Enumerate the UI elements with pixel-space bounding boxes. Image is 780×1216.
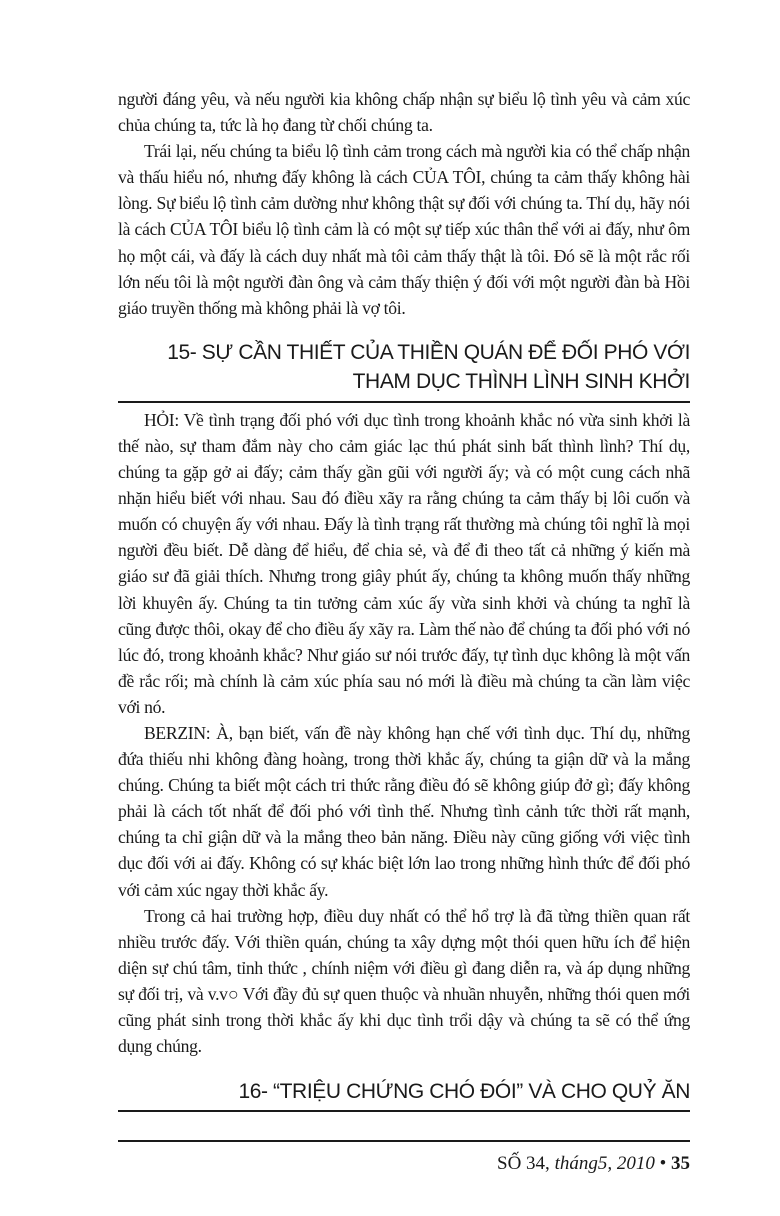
issue-label: SỐ 34, [497, 1153, 555, 1175]
paragraph-answer: BERZIN: À, bạn biết, vấn đề này không hạn chế với tình dục. Thí dụ, những đứa thiếu nhi không đàng hoàng, trong thời khắc ấy, chúng ta giận dữ và la mắng chúng. Chúng ta biết một cách tri thức rằng điều đó sẽ không giúp đở gì; đấy không phải là cách tốt nhất để đối phó với tình thế. Nhưng tình cảnh tức thời rất mạnh, chúng ta chỉ giận dữ và la mắng theo bản năng. Điều này cũng giống với việc tình dục đối với ai đấy. Không có sự khác biệt lớn lao trong những hình thức để đối phó với cảm xúc ngay thời khắc ấy. [118, 722, 690, 900]
section-16-heading: 16- “TRIỆU CHỨNG CHÓ ĐÓI” VÀ CHO QUỶ ĂN [238, 1080, 690, 1104]
bullet-separator: • [654, 1153, 671, 1175]
section-15-heading-line2: THAM DỤC THÌNH LÌNH SINH KHỞI [352, 369, 690, 393]
section-15-heading [118, 338, 690, 396]
page-body [118, 0, 690, 1216]
footer-rule [118, 1140, 690, 1142]
paragraph: Trong cả hai trường hợp, điều duy nhất có thể hổ trợ là đã từng thiền quan rất nhiều trước đấy. Với thiền quán, chúng ta xây dựng một thói quen hữu ích để hiện diện sự chú tâm, tỉnh thức , chính niệm với điều gì đang diễn ra, và áp dụng những sự đối trị, và v.v○ Với đầy đủ sự quen thuộc và nhuần nhuyễn, những thói quen mới cũng phát sinh trong thời khắc ấy khi dục tình trổi dậy và chúng ta sẽ có thể ứng dụng chúng. [118, 905, 690, 1057]
paragraph-continuation: người đáng yêu, và nếu người kia không chấp nhận sự biểu lộ tình yêu và cảm xúc chủa chúng ta, tức là họ đang từ chối chúng ta. [118, 89, 690, 136]
paragraph: Trái lại, nếu chúng ta biểu lộ tình cảm trong cách mà người kia có thể chấp nhận và thấu hiểu nó, nhưng đấy không là cách CỦA TÔI, chúng ta cảm thấy không hài lòng. Sự biểu lộ tình cảm dường như không thật sự đối với chúng ta. Thí dụ, hãy nói là cách CỦA TÔI biểu lộ tình cảm là có một sự tiếp xúc thân thể với ai đấy, như ôm họ một cái, và đấy là cách duy nhất mà tôi cảm thấy thật là tôi. Đó sẽ là một rắc rối lớn nếu tôi là một người đàn ông và cảm thấy thiện ý đối với một người đàn bà Hồi giáo truyền thống mà không phải là vợ tôi. [118, 141, 690, 318]
page-footer [118, 1152, 690, 1176]
issue-date: tháng5, 2010 [554, 1153, 655, 1175]
paragraph-question: HỎI: Về tình trạng đối phó với dục tình trong khoảnh khắc nó vừa sinh khởi là thế nào, sự tham đắm này cho cảm giác lạc thú phát sinh bất thình lình? Thí dụ, chúng ta gặp gở ai đấy; cảm thấy gần gũi với người ấy; và có một cung cách nhã nhặn hiểu biết với nhau. Sau đó điều xãy ra rằng chúng ta cảm thấy bị lôi cuốn và muốn có chuyện ấy với nhau. Đấy là tình trạng rất thường mà chúng tôi nghĩ là mọi người đều biết. Dễ dàng để hiểu, để chia sẻ, và để đi theo tất cả những ý kiến mà giáo sư đã giải thích. Nhưng trong giây phút ấy, chúng ta không muốn thấy những lời khuyên ấy. Chúng ta tin tưởng cảm xúc ấy vừa sinh khởi và chúng ta nghĩ là cũng được thôi, okay để cho điều ấy xãy ra. Làm thế nào để chúng ta đối phó với nó lúc đó, trong khoảnh khắc? Như giáo sư nói trước đấy, tự tình dục không là một vấn đề rắc rối; mà chính là cảm xúc phía sau nó mới là điều mà chúng ta cần làm việc với nó. [118, 409, 690, 717]
section-15-heading-line1: 15- SỰ CẦN THIẾT CỦA THIỀN QUÁN ĐỂ ĐỐI PHÓ VỚI [167, 340, 690, 364]
page-number: 35 [671, 1153, 690, 1175]
